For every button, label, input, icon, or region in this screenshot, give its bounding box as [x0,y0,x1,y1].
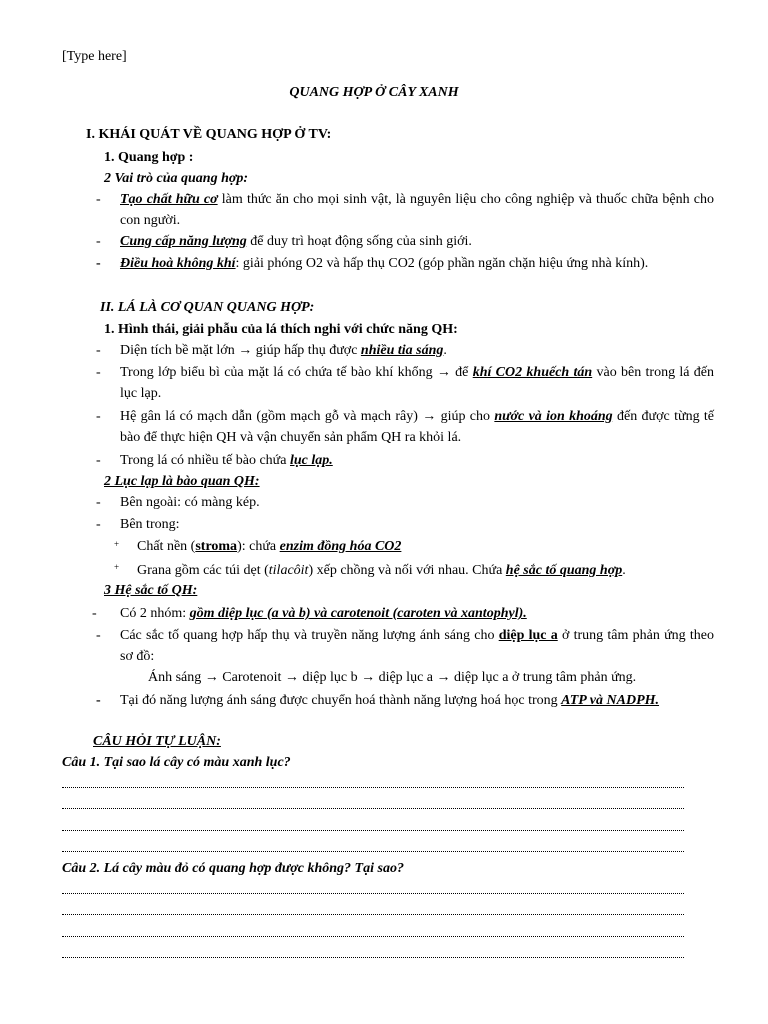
dash: - [96,517,101,532]
chloroplast-grana: Grana gồm các túi dẹt (tilacôit) xếp chồng và nối với nhau. Chứa hệ sắc tố quang hợp. [137,563,626,578]
dash: - [96,365,101,380]
section-2-sub2: 2 Lục lạp là bào quan QH: [104,474,260,489]
section-1-sub2: 2 Vai trò của quang hợp: [104,171,249,186]
energy-scheme: Ánh sáng → Carotenoit → diệp lục b → diệp lục a → diệp lục a ở trung tâm phản ứng. [148,670,637,685]
answer-line [62,851,684,852]
question-1: Câu 1. Tại sao lá cây có màu xanh lục? [62,755,291,770]
section-2-sub1: 1. Hình thái, giải phẫu của lá thích nghi với chức năng QH: [104,322,458,337]
pigment-item-1: Có 2 nhóm: gồm diệp lục (a và b) và carotenoit (caroten và xantophyl). [120,606,527,621]
chloroplast-outer: Bên ngoài: có màng kép. [120,495,260,510]
dash: - [96,192,101,207]
leaf-item-1: Diện tích bề mặt lớn → giúp hấp thụ được nhiều tia sáng. [120,343,447,358]
leaf-item-4: Trong lá có nhiều tế bào chứa lục lạp. [120,453,333,468]
answer-line [62,957,684,958]
leaf-item-2: Trong lớp biểu bì của mặt lá có chứa tế bào khí khổng → để khí CO2 khuếch tán vào bên trong lá đến lục lạp. [120,365,715,401]
chloroplast-stroma: Chất nền (stroma): chứa enzim đồng hóa CO2 [137,539,402,554]
plus-bullet: + [114,539,120,549]
document-title: QUANG HỢP Ở CÂY XANH [289,85,459,100]
question-2: Câu 2. Lá cây màu đỏ có quang hợp được không? Tại sao? [62,861,404,876]
answer-line [62,893,684,894]
questions-heading: CÂU HỎI TỰ LUẬN: [93,734,221,749]
dash: - [96,234,101,249]
page-header: [Type here] [62,49,127,64]
dash: - [96,628,101,643]
chloroplast-inner: Bên trong: [120,517,180,532]
answer-line [62,936,684,937]
pigment-item-3: Tại đó năng lượng ánh sáng được chuyển hoá thành năng lượng hoá học trong ATP và NADPH. [120,693,660,708]
answer-line [62,914,684,915]
role-item-3: Điều hoà không khí: giải phóng O2 và hấp thụ CO2 (góp phần ngăn chặn hiệu ứng nhà kính). [120,256,649,271]
dash: - [96,453,101,468]
section-2-sub3: 3 Hệ sắc tố QH: [104,583,198,598]
answer-line [62,808,684,809]
dash: - [96,343,101,358]
dash: - [96,409,101,424]
role-item-1: Tạo chất hữu cơ làm thức ăn cho mọi sinh vật, là nguyên liệu cho công nghiệp và thuốc chữa bệnh cho con người. [120,192,714,228]
section-1-sub1: 1. Quang hợp : [104,150,194,165]
dash: - [96,693,101,708]
pigment-item-2: Các sắc tố quang hợp hấp thụ và truyền năng lượng ánh sáng cho diệp lục a ở trung tâm phản ứng theo sơ đồ: [120,628,714,664]
answer-line [62,787,684,788]
answer-line [62,830,684,831]
dash: - [96,256,101,271]
plus-bullet: + [114,562,120,572]
section-1-heading: I. KHÁI QUÁT VỀ QUANG HỢP Ở TV: [86,127,332,142]
section-2-heading: II. LÁ LÀ CƠ QUAN QUANG HỢP: [100,300,315,315]
leaf-item-3: Hệ gân lá có mạch dẫn (gồm mạch gỗ và mạch rây) → giúp cho nước và ion khoáng đến được từng tế bào để thực hiện QH và vận chuyển sản phẩm QH ra khỏi lá. [120,409,714,445]
role-item-2: Cung cấp năng lượng để duy trì hoạt động sống của sinh giới. [120,234,472,249]
dash: - [92,606,97,621]
dash: - [96,495,101,510]
